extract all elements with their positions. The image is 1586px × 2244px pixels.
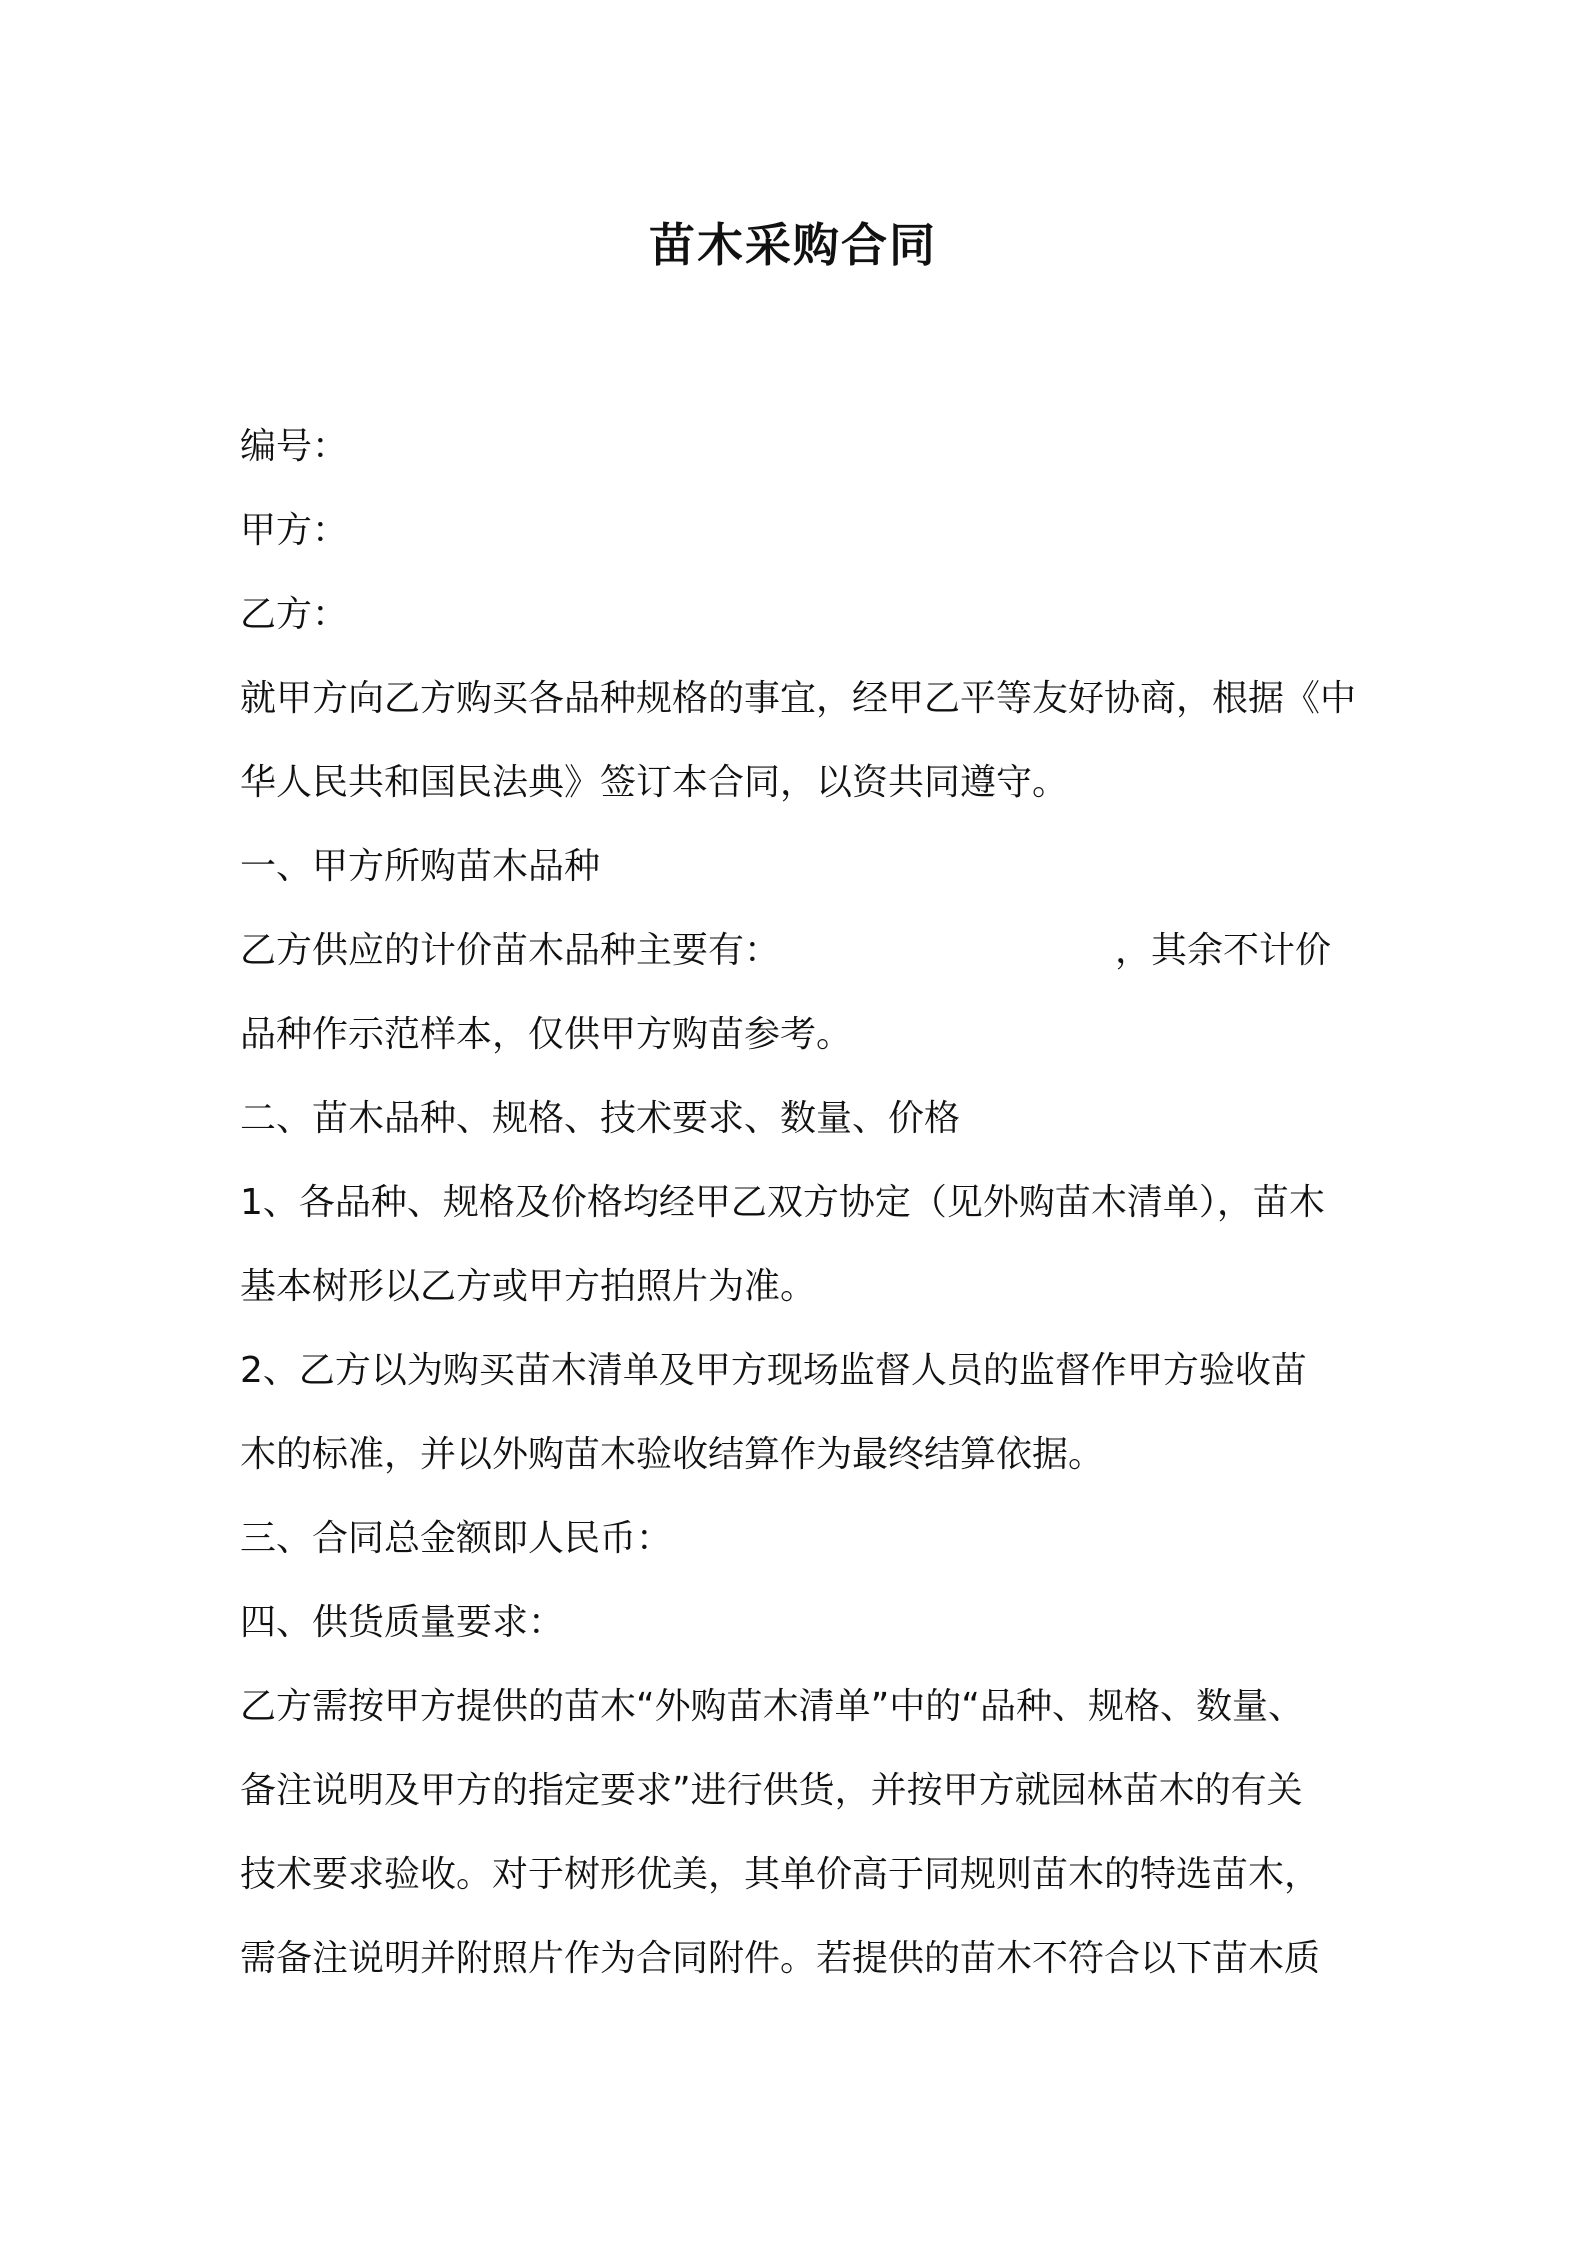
paragraph-line: 2、乙方以为购买苗木清单及甲方现场监督人员的监督作甲方验收苗 — [240, 1350, 1307, 1391]
paragraph-line: 1、各品种、规格及价格均经甲乙双方协定（见外购苗木清单），苗木 — [240, 1182, 1325, 1223]
paragraph-line: 需备注说明并附照片作为合同附件。若提供的苗木不符合以下苗木质 — [240, 1938, 1321, 1979]
section-heading: 一、甲方所购苗木品种 — [240, 846, 601, 887]
paragraph-line: 乙方需按甲方提供的苗木“外购苗木清单”中的“品种、规格、数量、 — [240, 1686, 1304, 1727]
paragraph-segment: 乙方供应的计价苗木品种主要有： — [240, 930, 781, 971]
section-heading: 四、供货质量要求： — [240, 1602, 565, 1643]
paragraph-segment: ，其余不计价 — [1115, 930, 1332, 971]
paragraph-line: 木的标准，并以外购苗木验收结算作为最终结算依据。 — [240, 1434, 1105, 1475]
paragraph-line: 华人民共和国民法典》签订本合同，以资共同遵守。 — [240, 762, 1069, 803]
section-heading: 二、苗木品种、规格、技术要求、数量、价格 — [240, 1098, 961, 1139]
paragraph-line: 备注说明及甲方的指定要求”进行供货，并按甲方就园林苗木的有关 — [240, 1770, 1303, 1811]
contract-number-line: 编号： — [240, 426, 349, 467]
paragraph-line: 就甲方向乙方购买各品种规格的事宜，经甲乙平等友好协商，根据《中 — [240, 678, 1357, 719]
party-b-line: 乙方： — [240, 594, 349, 635]
paragraph-line: 品种作示范样本，仅供甲方购苗参考。 — [240, 1014, 853, 1055]
paragraph-line — [240, 909, 1360, 993]
party-a-line: 甲方： — [240, 510, 349, 551]
paragraph-line: 基本树形以乙方或甲方拍照片为准。 — [240, 1266, 817, 1307]
section-heading: 三、合同总金额即人民币： — [240, 1518, 673, 1559]
paragraph-line: 技术要求验收。对于树形优美，其单价高于同规则苗木的特选苗木， — [240, 1854, 1321, 1895]
document-title: 苗木采购合同 — [649, 218, 937, 272]
document-body — [240, 405, 1360, 2001]
